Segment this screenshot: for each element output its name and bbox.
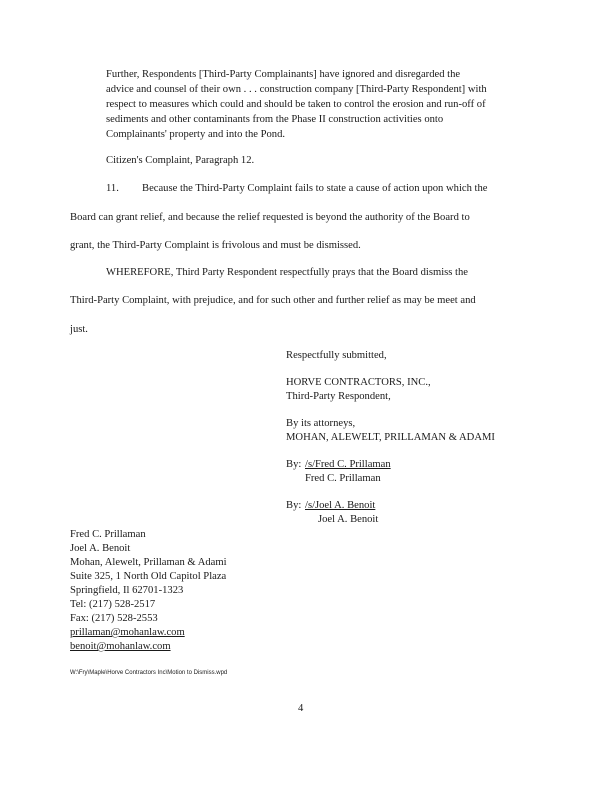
paragraph-line: Because the Third-Party Complaint fails to state a cause of action upon which the [142, 183, 488, 194]
contact-line: Joel A. Benoit [70, 543, 131, 554]
paragraph-line: Board can grant relief, and because the relief requested is beyond the authority of the Board to [70, 212, 470, 223]
quote-line: advice and counsel of their own . . . construction company [Third-Party Respondent] with [106, 84, 487, 95]
file-path: W:\Fry\Maple\Horve Contractors Inc\Motion to Dismiss.wpd [70, 670, 228, 676]
contact-line: Springfield, Il 62701-1323 [70, 585, 184, 596]
firm-name: MOHAN, ALEWELT, PRILLAMAN & ADAMI [286, 432, 495, 443]
signature-fred: /s/Fred C. Prillaman [305, 459, 391, 470]
email-link[interactable]: prillaman@mohanlaw.com [70, 627, 185, 638]
quote-citation: Citizen's Complaint, Paragraph 12. [106, 155, 255, 166]
by-label: By: [286, 500, 302, 511]
quote-line: Complainants' property and into the Pond. [106, 129, 286, 140]
signer-name-fred: Fred C. Prillaman [305, 473, 381, 484]
closing: Respectfully submitted, [286, 350, 387, 361]
contact-line: Mohan, Alewelt, Prillaman & Adami [70, 557, 227, 568]
signature-joel: /s/Joel A. Benoit [305, 500, 376, 511]
party-name: HORVE CONTRACTORS, INC., [286, 377, 431, 388]
quote-line: sediments and other contaminants from the Phase II construction activities onto [106, 114, 444, 125]
contact-line: Fred C. Prillaman [70, 529, 146, 540]
page-number: 4 [298, 703, 304, 714]
by-label: By: [286, 459, 302, 470]
signer-name-joel: Joel A. Benoit [318, 514, 379, 525]
by-attorneys: By its attorneys, [286, 418, 356, 429]
paragraph-number: 11. [106, 183, 119, 194]
wherefore-line: WHEREFORE, Third Party Respondent respectfully prays that the Board dismiss the [106, 267, 468, 278]
contact-line: Tel: (217) 528-2517 [70, 599, 156, 610]
email-link[interactable]: benoit@mohanlaw.com [70, 641, 171, 652]
paragraph-line: grant, the Third-Party Complaint is frivolous and must be dismissed. [70, 240, 361, 251]
wherefore-line: just. [70, 324, 88, 335]
wherefore-line: Third-Party Complaint, with prejudice, and for such other and further relief as may be meet and [70, 295, 476, 306]
quote-line: respect to measures which could and should be taken to control the erosion and run-off of [106, 99, 486, 110]
contact-line: Fax: (217) 528-2553 [70, 613, 158, 624]
contact-line: Suite 325, 1 North Old Capitol Plaza [70, 571, 227, 582]
party-role: Third-Party Respondent, [286, 391, 391, 402]
quote-line: Further, Respondents [Third-Party Complainants] have ignored and disregarded the [106, 69, 461, 80]
